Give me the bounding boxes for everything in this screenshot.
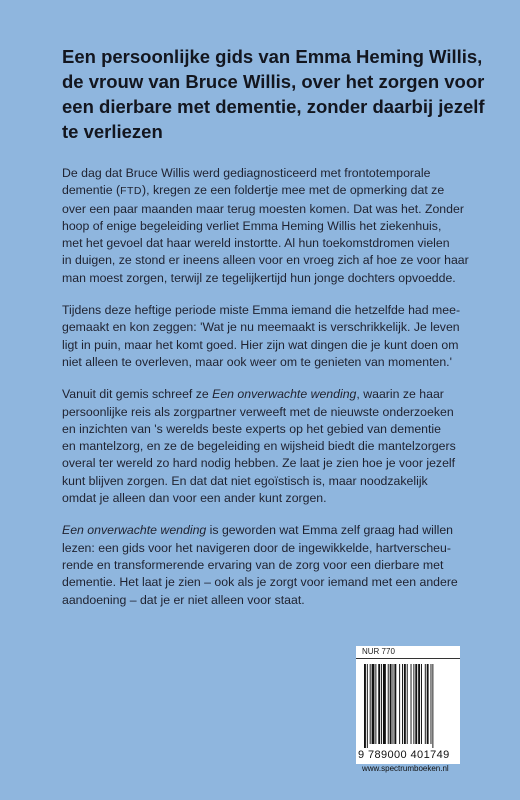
ftd-abbreviation: FTD: [120, 185, 143, 198]
publisher-website: www.spectrumboeken.nl: [362, 764, 449, 773]
text-line: persoonlijke reis als zorgpartner verweeft met de nieuwste onderzoeken: [62, 404, 454, 419]
barcode-bar: [394, 664, 396, 744]
text-line: met het gevoel dat haar wereld instortte. Al hun toekomstdromen vielen: [62, 236, 450, 251]
barcode-bar: [427, 664, 429, 744]
barcode-bar: [418, 664, 420, 744]
barcode-bar: [411, 664, 412, 744]
barcode-bar: [425, 664, 426, 744]
barcode-bar: [399, 664, 400, 744]
text-fragment: Vanuit dit gemis schreef ze: [62, 387, 213, 402]
text-line: rende en transformerende ervaring van de zorg voor een dierbare met: [62, 557, 444, 572]
text-line: omdat je alleen dan voor een ander kunt zorgen.: [62, 491, 327, 506]
nur-code: NUR 770: [362, 647, 395, 656]
text-fragment: dementie (: [62, 183, 121, 198]
text-fragment: , waarin ze haar: [356, 387, 444, 402]
text-line: [62, 386, 474, 403]
text-line: ligt in puin, maar het komt goed. Hier zijn wat dingen die je kunt doen om: [62, 337, 459, 352]
text-line: in duigen, ze stond er ineens alleen voor en vroeg zich af hoe ze voor haar: [62, 253, 469, 268]
paragraph-book-summary: [62, 522, 474, 608]
barcode-bar: [431, 664, 432, 744]
isbn-number: 9 789000 401749: [358, 749, 450, 761]
text-line: dementie. Het laat je zien – ook als je zorgt voor iemand met een andere: [62, 575, 458, 590]
barcode-bar: [378, 664, 380, 744]
text-line: Tijdens deze heftige periode miste Emma iemand die hetzelfde had mee-: [62, 303, 461, 318]
text-fragment: is geworden wat Emma zelf graag had willen: [206, 523, 453, 538]
text-line: [62, 522, 474, 539]
barcode-label: [356, 646, 460, 764]
barcode-bar: [372, 664, 375, 744]
text-line: gemaakt en kon zeggen: 'Wat je nu meemaakt is verschrikkelijk. Je leven: [62, 320, 460, 335]
barcode-bar: [413, 664, 414, 744]
barcode-bar: [402, 664, 403, 744]
book-title-italic: Een onverwachte wending: [212, 387, 357, 402]
headline-line: Een persoonlijke gids van Emma Heming Willis,: [62, 46, 483, 67]
cover-text-block: [62, 44, 485, 624]
paragraph-diagnosis: [62, 165, 474, 287]
barcode-bar: [407, 664, 408, 744]
barcode-bar: [367, 664, 368, 748]
text-line: [62, 182, 474, 200]
text-line: niet alleen te overleven, maar ook weer om te genieten van momenten.': [62, 354, 452, 369]
barcode-bar: [421, 664, 422, 744]
barcode-bar: [415, 664, 417, 744]
text-line: man moest zorgen, terwijl ze tegelijkertijd hun jonge dochters opvoedde.: [62, 270, 456, 285]
text-line: De dag dat Bruce Willis werd gediagnosticeerd met frontotemporale: [62, 166, 431, 180]
paragraph-book-description: [62, 386, 474, 507]
barcode-bar: [388, 664, 389, 744]
text-line: en inzichten van 's werelds beste experts op het gebied van dementie: [62, 421, 442, 436]
barcode-bar: [370, 664, 371, 744]
text-line: en mantelzorg, en ze de begeleiding en wijsheid biedt die mantelzorgers: [62, 439, 456, 454]
text-line: lezen: een gids voor het navigeren door de ingewikkelde, hartverscheu-: [62, 540, 451, 555]
barcode-bar: [390, 664, 392, 744]
headline-line: de vrouw van Bruce Willis, over het zorgen voor: [62, 71, 485, 92]
headline-line: een dierbare met dementie, zonder daarbij jezelf: [62, 96, 485, 117]
paragraph-missing-someone: [62, 302, 474, 371]
book-title-italic: Een onverwachte wending: [62, 523, 207, 538]
text-fragment: ), kregen ze een foldertje mee met de opmerking dat ze: [142, 183, 445, 198]
barcode-bar: [404, 664, 406, 744]
divider: [356, 658, 460, 659]
barcode-bar: [364, 664, 366, 748]
headline: [62, 44, 485, 144]
barcode-bar: [383, 664, 386, 744]
text-line: overal ter wereld zo hard nodig hebben. Ze laat je zien hoe je voor jezelf: [62, 456, 456, 471]
headline-line: te verliezen: [62, 121, 163, 142]
text-line: aandoening – dat je er niet alleen voor staat.: [62, 592, 305, 607]
barcode-bar: [432, 664, 433, 748]
text-line: kunt blijven zorgen. En dat dat niet egoïstisch is, maar noodzakelijk: [62, 473, 428, 488]
barcode-bar: [393, 664, 394, 744]
text-line: over een paar maanden maar terug moesten komen. Dat was het. Zonder: [62, 201, 464, 216]
text-line: hoop of enige begeleiding verliet Emma Heming Willis het ziekenhuis,: [62, 218, 442, 233]
barcode-icon: [364, 664, 454, 748]
barcode-bar: [375, 664, 376, 744]
barcode-bar: [381, 664, 382, 744]
